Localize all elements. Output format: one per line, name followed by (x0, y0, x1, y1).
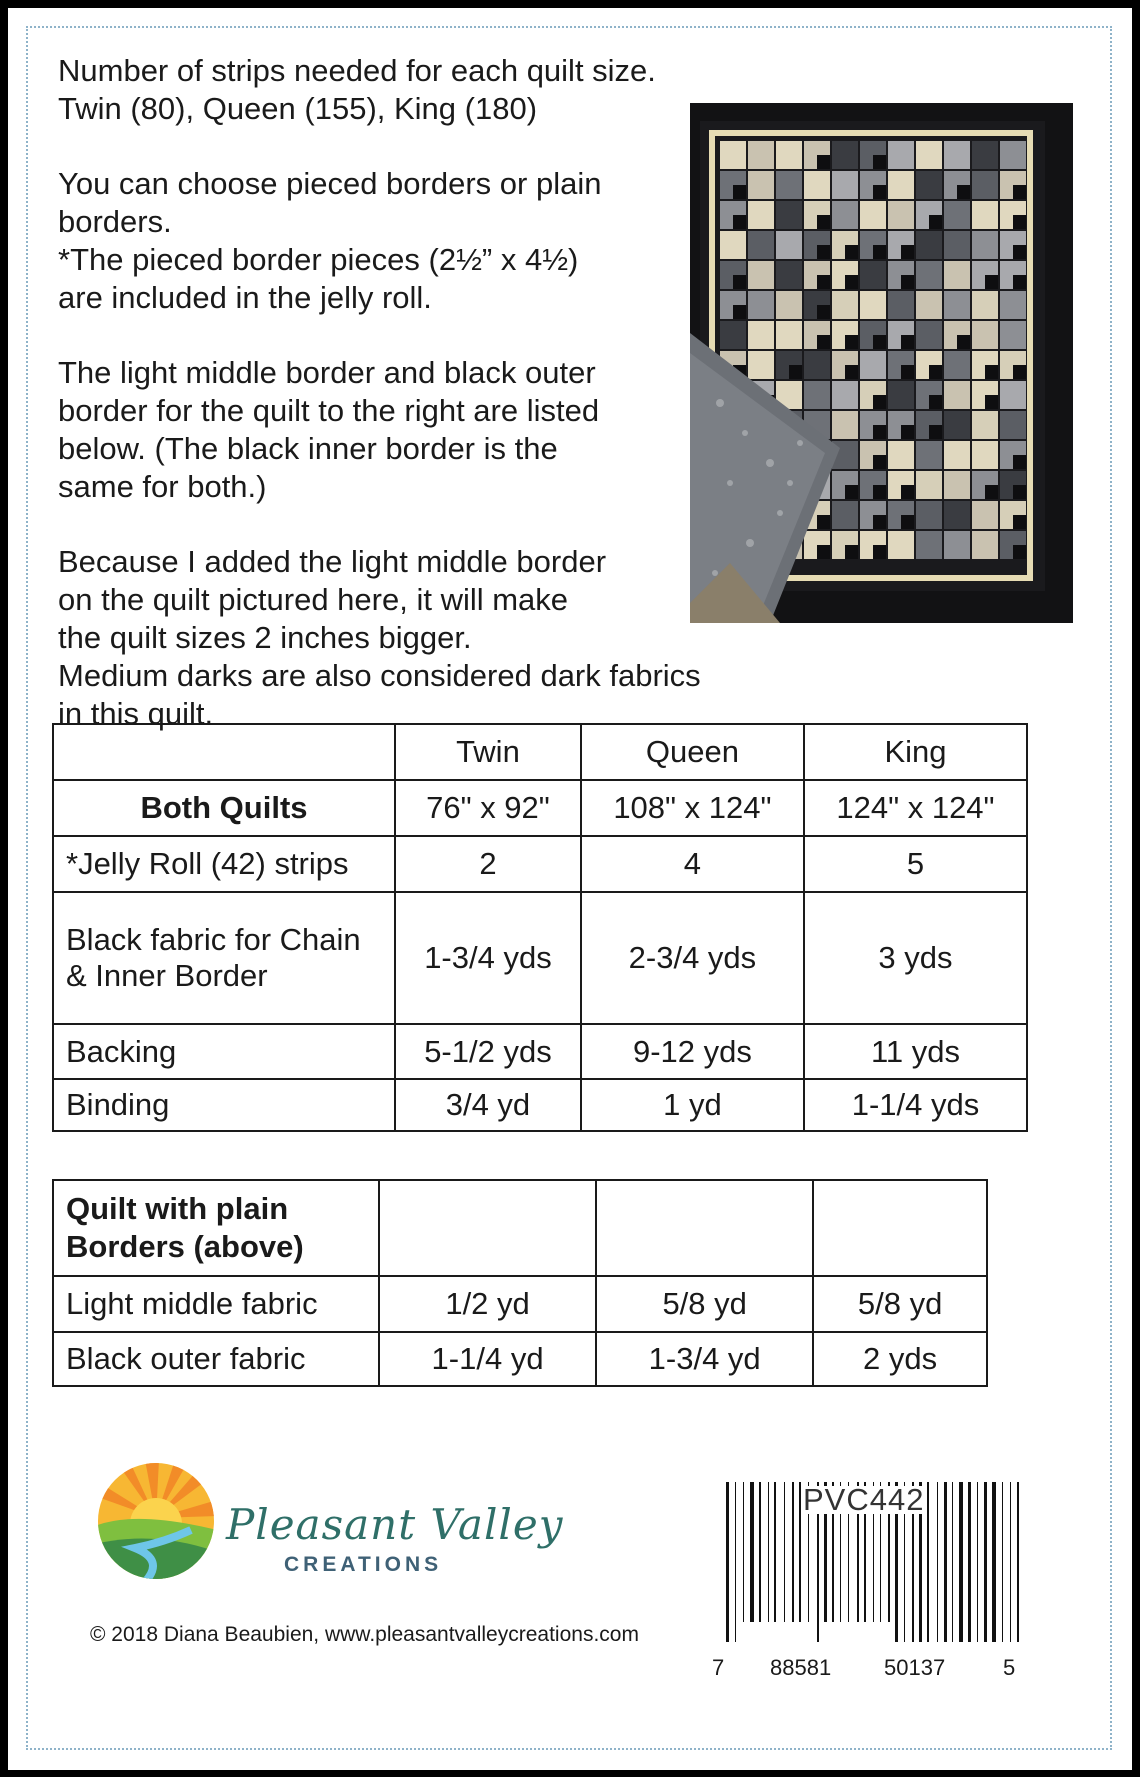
middle-border-paragraph (58, 354, 708, 506)
table-cell (596, 1180, 813, 1276)
row-label: Black fabric for Chain & Inner Border (53, 892, 395, 1024)
table-cell: 2-3/4 yds (581, 892, 804, 1024)
table-cell (813, 1180, 987, 1276)
middle-border-line-1: The light middle border and black outer (58, 355, 596, 390)
borders-line-1: You can choose pieced borders or plain (58, 166, 602, 201)
table-cell: 5/8 yd (813, 1276, 987, 1332)
row-label: Binding (53, 1079, 395, 1131)
barcode-digit-lead: 7 (712, 1655, 725, 1680)
table-cell: 5/8 yd (596, 1276, 813, 1332)
table-header-row (53, 724, 1027, 780)
row-label: Black outer fabric (53, 1332, 379, 1386)
quilt-photo (690, 103, 1073, 623)
table-cell: 3 yds (804, 892, 1027, 1024)
col-king: King (804, 724, 1027, 780)
row-label: Quilt with plain Borders (above) (53, 1180, 379, 1276)
table-cell: 1-3/4 yds (395, 892, 581, 1024)
barcode-digits-left: 88581 (770, 1655, 832, 1680)
plain-borders-table (52, 1179, 988, 1387)
borders-line-4: are included in the jelly roll. (58, 280, 432, 315)
table-cell: 9-12 yds (581, 1024, 804, 1079)
table-row (53, 1276, 987, 1332)
table-cell: 5 (804, 836, 1027, 892)
middle-border-line-4: same for both.) (58, 469, 267, 504)
intro-text (58, 52, 708, 733)
table-cell: 2 (395, 836, 581, 892)
row-label: Both Quilts (53, 780, 395, 836)
table-cell: 1-1/4 yds (804, 1079, 1027, 1131)
table-cell: 2 yds (813, 1332, 987, 1386)
strips-line-2: Twin (80), Queen (155), King (180) (58, 91, 538, 126)
middle-border-line-2: border for the quilt to the right are listed (58, 393, 600, 428)
row-label: Light middle fabric (53, 1276, 379, 1332)
size-note-line-1: Because I added the light middle border (58, 544, 607, 579)
barcode-digit-check: 5 (1003, 1655, 1016, 1680)
row-label: *Jelly Roll (42) strips (53, 836, 395, 892)
borders-paragraph (58, 165, 708, 317)
strips-line-1: Number of strips needed for each quilt size. (58, 53, 656, 88)
row-label: Backing (53, 1024, 395, 1079)
table-cell: 1 yd (581, 1079, 804, 1131)
table-row (53, 1332, 987, 1386)
table-row (53, 1024, 1027, 1079)
brand-name: Pleasant Valley (226, 1500, 564, 1549)
sun-valley-logo-icon (95, 1460, 217, 1587)
table-cell: 76" x 92" (395, 780, 581, 836)
middle-border-line-3: below. (The black inner border is the (58, 431, 558, 466)
borders-line-2: borders. (58, 204, 172, 239)
table-cell (53, 724, 395, 780)
size-note-line-2: on the quilt pictured here, it will make (58, 582, 569, 617)
table-row (53, 780, 1027, 836)
table-cell: 108" x 124" (581, 780, 804, 836)
size-note-line-4: Medium darks are also considered dark fabrics in this quilt. (58, 658, 701, 731)
table-cell (379, 1180, 596, 1276)
col-twin: Twin (395, 724, 581, 780)
table-header-row (53, 1180, 987, 1276)
barcode-digits-right: 50137 (884, 1655, 946, 1680)
table-cell: 1-1/4 yd (379, 1332, 596, 1386)
table-row (53, 836, 1027, 892)
borders-line-3: *The pieced border pieces (2½” x 4½) (58, 242, 579, 277)
size-note-line-3: the quilt sizes 2 inches bigger. (58, 620, 472, 655)
table-cell: 4 (581, 836, 804, 892)
table-cell: 5-1/2 yds (395, 1024, 581, 1079)
product-code: PVC442 (803, 1482, 925, 1517)
col-queen: Queen (581, 724, 804, 780)
size-note-paragraph (58, 543, 708, 733)
table-cell: 124" x 124" (804, 780, 1027, 836)
table-cell: 11 yds (804, 1024, 1027, 1079)
strips-paragraph (58, 52, 708, 128)
table-cell: 1-3/4 yd (596, 1332, 813, 1386)
table-row (53, 1079, 1027, 1131)
table-cell: 1/2 yd (379, 1276, 596, 1332)
materials-table (52, 723, 1028, 1132)
brand-subtitle: CREATIONS (284, 1553, 443, 1576)
copyright-text: © 2018 Diana Beaubien, www.pleasantvalleycreations.com (90, 1623, 639, 1646)
table-row (53, 892, 1027, 1024)
table-cell: 3/4 yd (395, 1079, 581, 1131)
